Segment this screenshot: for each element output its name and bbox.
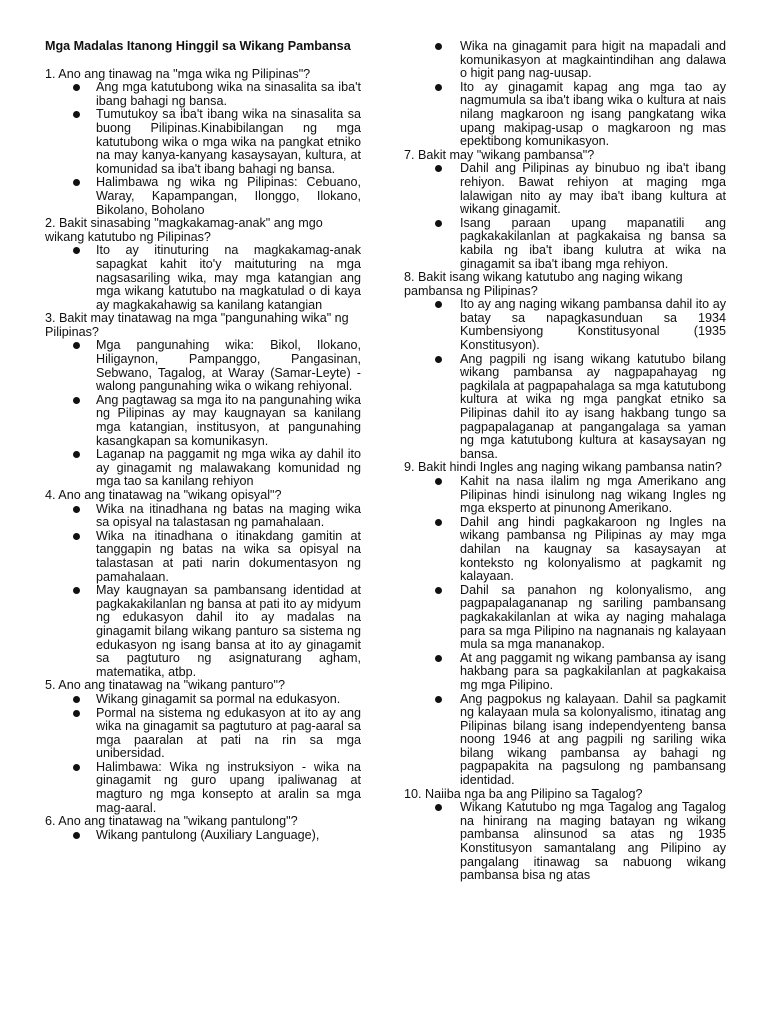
answer-item <box>45 394 361 448</box>
answer-text: Wikang ginagamit sa pormal na edukasyon. <box>96 691 341 706</box>
answer-text: May kaugnayan sa pambansang identidad at pagkakakilanlan ng bansa at pati ito ay midyum ng edukasyon dahil ito ay madalas na ginagamit bilang wikang panturo sa sistema ng edukasyon ng isang bansa at ito ay ginagamit sa pagtuturo ng asignaturang agham, matematika, atbp. <box>96 583 361 679</box>
answer-item <box>45 108 361 176</box>
answer-item <box>45 503 361 530</box>
document-title: Mga Madalas Itanong Hinggil sa Wikang Pambansa <box>45 39 351 53</box>
answer-text: Kahit na nasa ilalim ng mga Amerikano ang Pilipinas hindi isinulong nag wikang Ingles ng mga eksperto at pinunong Amerikano. <box>460 474 726 516</box>
bullet-icon <box>73 832 80 839</box>
answer-list <box>404 40 726 149</box>
answer-item <box>45 693 361 707</box>
faq-section <box>45 679 361 815</box>
left-sections <box>45 68 361 843</box>
answer-text: Mga pangunahing wika: Bikol, Ilokano, Hiligaynon, Pampanggo, Pangasinan, Sebwano, Tagalog, at Waray (Samar-Leyte) - walong pangunahing wika o wikang rehiyonal. <box>96 338 361 394</box>
answer-text: Ito ay itinuturing na magkakamag-anak sapagkat kahit ito'y maituturing na mga nagsasariling wika, may mga katangian ang mga wikang katutubo na magkatulad o di kaya ay magkakahawig sa kanilang katangian <box>96 243 361 312</box>
bullet-icon <box>73 84 80 91</box>
answer-text: Wika na itinadhana o itinakdang gamitin at tanggapin ng batas na wika sa opisyal na talastasan at pati narin dokumentasyon ng pamahalaan. <box>96 528 361 584</box>
answer-text: Ito ay ginagamit kapag ang mga tao ay nagmumula sa iba't ibang wika o kultura at nais nilang magkaroon ng isang pangkatang wika upang makipag-usap o magkaroon ng mas epektibong komunikasyon. <box>460 79 726 149</box>
answer-item <box>404 475 726 516</box>
answer-text: Ang mga katutubong wika na sinasalita sa iba't ibang bahagi ng bansa. <box>96 80 361 108</box>
answer-text: Dahil ang hindi pagkakaroon ng Ingles na wikang pambansa ng Pilipinas ay may mga dahilan na kaugnay sa kasaysayan at konteksto ng kolonyalismo at pagkamit ng kalayaan. <box>460 514 726 584</box>
answer-item <box>404 801 726 883</box>
answer-item <box>404 652 726 693</box>
faq-question: 6. Ano ang tinatawag na "wikang pantulong"? <box>45 814 298 829</box>
bullet-icon <box>435 220 442 227</box>
answer-list <box>45 81 361 217</box>
bullet-icon <box>73 451 80 458</box>
bullet-icon <box>435 696 442 703</box>
bullet-icon <box>73 587 80 594</box>
answer-list <box>404 801 726 883</box>
answer-item <box>404 162 726 216</box>
bullet-icon <box>435 84 442 91</box>
answer-text: Halimbawa ng wika ng Pilipinas: Cebuano, Waray, Kapampangan, Ilonggo, Ilokano, Bikolano, Boholano <box>96 175 361 217</box>
answer-text: Wika na ginagamit para higit na mapadali and komunikasyon at magkaintindihan ang dalawa o higit pang nag-uusap. <box>460 39 726 81</box>
answer-item <box>45 761 361 815</box>
bullet-icon <box>435 301 442 308</box>
bullet-icon <box>73 710 80 717</box>
answer-text: At ang paggamit ng wikang pambansa ay isang hakbang para sa pagkakilanlan at pagkakaisa mg mga Pilipino. <box>460 650 726 692</box>
bullet-icon <box>435 43 442 50</box>
answer-text: Wikang pantulong (Auxiliary Language), <box>96 827 320 842</box>
answer-item <box>404 516 726 584</box>
bullet-icon <box>435 587 442 594</box>
faq-section <box>404 788 726 883</box>
bullet-icon <box>435 356 442 363</box>
answer-item <box>404 298 726 352</box>
answer-list <box>404 162 726 271</box>
answer-item <box>404 217 726 271</box>
faq-section <box>45 68 361 218</box>
answer-text: Ang pagpili ng isang wikang katutubo bilang wikang pambansa ay nagpapahayag ng pagkilala at pagpapahalaga sa mga katutubong kultura at wika ng mga pangkat etniko sa Pilipinas dahil ito ay isang hakbang tungo sa pagpapalaganap at pangangalaga sa yaman ng mga katutubong kultura at kasaysayan ng bansa. <box>460 351 726 461</box>
answer-list <box>404 475 726 788</box>
answer-item <box>404 40 726 81</box>
faq-question: 3. Bakit may tinatawag na mga "pangunahing wika" ng Pilipinas? <box>45 311 349 339</box>
answer-item <box>45 584 361 679</box>
faq-section <box>45 217 361 312</box>
bullet-icon <box>435 478 442 485</box>
answer-item <box>45 448 361 489</box>
answer-list <box>45 503 361 680</box>
faq-section <box>45 815 361 842</box>
bullet-icon <box>73 179 80 186</box>
answer-item <box>45 829 361 843</box>
bullet-icon <box>73 247 80 254</box>
right-sections <box>404 40 726 883</box>
answer-text: Ang pagpokus ng kalayaan. Dahil sa pagkamit ng kalayaan mula sa kolonyalismo, itinatag ang Pilipinas bilang isang independyenteng bansa noong 1946 at ang pagpili ng sariling wika bilang wikang pambansa ay bahagi ng pagpapakita na pagsulong ng pambansang identidad. <box>460 691 726 788</box>
answer-item <box>45 176 361 217</box>
answer-text: Laganap na paggamit ng mga wika ay dahil ito ay ginagamit ng malawakang komunidad ng mga tao sa kanilang rehiyon <box>96 447 361 489</box>
answer-item <box>45 707 361 761</box>
faq-question: 2. Bakit sinasabing "magkakamag-anak" ang mgo wikang katutubo ng Pilipinas? <box>45 216 323 244</box>
answer-text: Wika na itinadhana ng batas na maging wika sa opisyal na talastasan ng pamahalaan. <box>96 501 361 530</box>
faq-question: 1. Ano ang tinawag na "mga wika ng Pilipinas"? <box>45 66 311 81</box>
answer-item <box>404 81 726 149</box>
answer-list <box>45 829 361 843</box>
left-column <box>45 40 361 842</box>
answer-text: Ito ay ang naging wikang pambansa dahil ito ay batay sa napagkasunduan sa 1934 Kumbensiyong Konstitusyonal (1935 Konstitusyon). <box>460 297 726 353</box>
bullet-icon <box>73 111 80 118</box>
bullet-icon <box>435 519 442 526</box>
answer-item <box>45 81 361 108</box>
answer-list <box>45 339 361 489</box>
answer-item <box>404 584 726 652</box>
faq-section <box>404 149 726 271</box>
answer-item <box>45 339 361 393</box>
answer-text: Pormal na sistema ng edukasyon at ito ay ang wika na ginagamit sa pagtuturo at pag-aaral sa mga paaralan at pati na rin sa mga unibersidad. <box>96 705 361 761</box>
answer-text: Wikang Katutubo ng mga Tagalog ang Tagalog na hinirang na maging batayan ng wikang pambansa alinsunod sa atas ng 1935 Konstitusyon samantalang ang Pilipino ay pangalang itinawag sa nabuong wikang pambansa bisa ng atas <box>460 800 726 883</box>
bullet-icon <box>435 165 442 172</box>
bullet-icon <box>73 696 80 703</box>
bullet-icon <box>435 804 442 811</box>
bullet-icon <box>73 506 80 513</box>
answer-text: Dahil sa panahon ng kolonyalismo, ang pagpapalagananap ng sariling pambansang pagkakakilanlan at wika ay naging mahalaga para sa mga Pilipino na nagnanais ng kalayaan mula sa mga mananakop. <box>460 582 726 652</box>
bullet-icon <box>73 533 80 540</box>
faq-question: 9. Bakit hindi Ingles ang naging wikang pambansa natin? <box>404 460 722 475</box>
bullet-icon <box>73 397 80 404</box>
faq-question: 7. Bakit may "wikang pambansa"? <box>404 147 595 162</box>
bullet-icon <box>435 655 442 662</box>
bullet-icon <box>73 764 80 771</box>
faq-section <box>45 312 361 489</box>
answer-list <box>45 693 361 815</box>
faq-question: 10. Naiiba nga ba ang Pilipino sa Tagalog? <box>404 786 643 801</box>
answer-text: Ang pagtawag sa mga ito na pangunahing wika ng Pilipinas ay may kaugnayan sa kanilang mga katangian, institusyon, at pangunahing kasangkapan sa komunikasyn. <box>96 392 361 448</box>
answer-item <box>404 353 726 462</box>
faq-question: 8. Bakit isang wikang katutubo ang naging wikang pambansa ng Pilipinas? <box>404 270 683 298</box>
answer-text: Tumutukoy sa iba't ibang wika na sinasalita sa buong Pilipinas.Kinabibilangan ng mga katutubong wika o mga wika na pangkat etniko na may kanya-kanyang kasaysayan, kultura, at komunidad sa iba't ibang bahagi ng bansa. <box>96 107 361 176</box>
answer-text: Halimbawa: Wika ng instruksiyon - wika na ginagamit ng guro upang ipaliwanag at magturo ng mga konsepto at aralin sa mga mag-aaral. <box>96 759 361 815</box>
answer-list <box>45 244 361 312</box>
answer-item <box>45 530 361 584</box>
faq-section <box>45 489 361 679</box>
answer-item <box>45 244 361 312</box>
faq-question: 4. Ano ang tinatawag na "wikang opisyal"? <box>45 488 282 502</box>
faq-section <box>404 40 726 149</box>
answer-list <box>404 298 726 461</box>
faq-section <box>404 461 726 787</box>
answer-item <box>404 693 726 788</box>
answer-text: Isang paraan upang mapanatili ang pagkakakilanlan at pagkakaisa ng bansa sa kabila ng iba't ibang kulutra at wika na ginagamit sa iba't ibang mga rehiyon. <box>460 215 726 271</box>
bullet-icon <box>73 342 80 349</box>
right-column <box>404 40 726 883</box>
faq-question: 5. Ano ang tinatawag na "wikang panturo"? <box>45 678 286 693</box>
faq-section <box>404 271 726 461</box>
answer-text: Dahil ang Pilipinas ay binubuo ng iba't ibang rehiyon. Bawat rehiyon at maging mga lalawigan nito ay may iba't ibang kultura at wikang ginagamit. <box>460 161 726 217</box>
